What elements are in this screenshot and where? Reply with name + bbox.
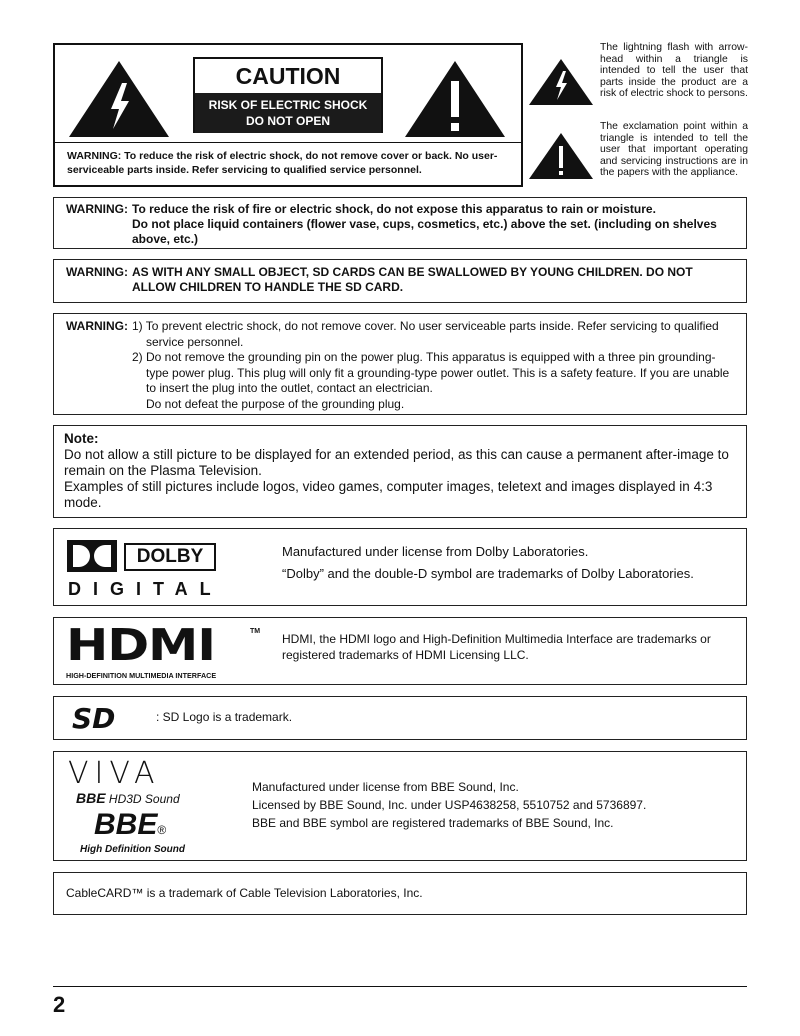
dolby-line2: “Dolby” and the double-D symbol are trademarks of Dolby Laboratories. — [282, 566, 694, 581]
caution-warning-text: WARNING: To reduce the risk of electric shock, do not remove cover or back. No user-serviceable parts inside. Refer servicing to qualified service personnel. — [67, 150, 498, 176]
warning-fire-label: WARNING: — [66, 202, 128, 216]
bbe-reg: ® — [157, 823, 167, 837]
dolby-line1: Manufactured under license from Dolby Laboratories. — [282, 544, 589, 559]
sd-box — [53, 696, 747, 740]
note-box — [53, 425, 747, 518]
bbe-hd3d-logo — [76, 790, 180, 806]
dolby-text — [282, 541, 694, 585]
warning-fire-box — [53, 197, 747, 249]
warning-shock-item2: 2) Do not remove the grounding pin on the power plug. This apparatus is equipped with a three pin grounding-type power plug. This plug will only fit a grounding-type power outlet. This is a safety feature. If you are unable to insert the plug into the outlet, contact an electrician. — [132, 350, 730, 395]
hdmi-tm: TM — [250, 628, 261, 635]
exclamation-symbol-icon — [528, 132, 594, 180]
page-number: 2 — [53, 992, 66, 1017]
sd-logo-letters: SD — [72, 702, 116, 734]
bbe-hd3d-label: HD3D Sound — [108, 792, 180, 806]
bbe-line3: BBE and BBE symbol are registered trademarks of BBE Sound, Inc. — [252, 816, 614, 830]
caution-subtitle-line1: RISK OF ELECTRIC SHOCK — [208, 98, 368, 112]
exclamation-symbol-text: The exclamation point within a triangle is intended to tell the user that important operating and servicing instructions are in the papers with the appliance. — [600, 121, 748, 178]
warning-sd-text: AS WITH ANY SMALL OBJECT, SD CARDS CAN BE SWALLOWED BY YOUNG CHILDREN. DO NOT ALLOW CHILDREN TO HANDLE THE SD CARD. — [132, 265, 693, 294]
caution-divider — [55, 142, 521, 143]
bbe-line1: Manufactured under license from BBE Sound, Inc. — [252, 780, 519, 794]
sd-logo-icon — [70, 702, 140, 734]
warning-shock-box — [53, 313, 747, 415]
caution-box — [53, 43, 523, 187]
hdmi-logo — [66, 620, 266, 680]
bbe-box — [53, 751, 747, 861]
hdmi-logo-sub: HIGH-DEFINITION MULTIMEDIA INTERFACE — [66, 671, 217, 680]
bbe-text — [252, 778, 646, 832]
warning-sd-box — [53, 259, 747, 303]
viva-logo: VIVA — [68, 756, 161, 791]
dolby-box — [53, 528, 747, 606]
warning-shock-label: WARNING: — [66, 319, 128, 333]
cablecard-text: CableCARD™ is a trademark of Cable Television Laboratories, Inc. — [66, 886, 423, 900]
lightning-symbol-icon — [528, 58, 594, 106]
double-d-icon — [66, 539, 118, 573]
caution-subtitle-line2: DO NOT OPEN — [245, 114, 330, 128]
exclamation-warning-icon — [403, 59, 507, 139]
lightning-warning-icon — [67, 59, 171, 139]
warning-sd-label: WARNING: — [66, 265, 128, 279]
hdmi-text: HDMI, the HDMI logo and High-Definition Multimedia Interface are trademarks or registered trademarks of HDMI Licensing LLC. — [282, 632, 711, 662]
note-para1: Do not allow a still picture to be displayed for an extended period, as this can cause a permanent after-image to remain on the Plasma Television. — [64, 447, 729, 478]
caution-subtitle — [195, 93, 381, 133]
bbe-hds: High Definition Sound — [80, 844, 185, 855]
dolby-word: DOLBY — [124, 543, 216, 571]
dolby-digital: DIGITAL — [68, 579, 223, 599]
footer-divider — [53, 986, 747, 987]
warning-shock-item2b: Do not defeat the purpose of the grounding plug. — [146, 396, 405, 411]
bbe-hd3d-mark: BBE — [76, 790, 106, 806]
caution-label — [193, 57, 383, 133]
caution-title: CAUTION — [235, 63, 341, 89]
note-title: Note: — [64, 431, 99, 446]
sd-text: : SD Logo is a trademark. — [156, 710, 293, 724]
warning-fire-line2: Do not place liquid containers (flower vase, cups, cosmetics, etc.) above the set. (including on shelves above, etc.) — [132, 217, 717, 246]
bbe-line2: Licensed by BBE Sound, Inc. under USP4638258, 5510752 and 5736897. — [252, 798, 647, 812]
cablecard-box — [53, 872, 747, 915]
warning-fire-line1: To reduce the risk of fire or electric shock, do not expose this apparatus to rain or moisture. — [132, 202, 656, 216]
note-para2: Examples of still pictures include logos, video games, computer images, teletext and images displayed in 4:3 mode. — [64, 479, 713, 510]
bbe-big-logo — [94, 808, 166, 842]
bbe-big-mark: BBE — [94, 808, 158, 841]
dolby-logo — [66, 539, 226, 599]
hdmi-logo-text: HDMI — [66, 620, 215, 671]
warning-shock-item1: 1) To prevent electric shock, do not remove cover. No user serviceable parts inside. Refer servicing to qualified service personnel. — [132, 319, 719, 349]
hdmi-box — [53, 617, 747, 685]
lightning-symbol-text: The lightning flash with arrow-head within a triangle is intended to tell the user that parts inside the product are a risk of electric shock to persons. — [600, 42, 748, 99]
